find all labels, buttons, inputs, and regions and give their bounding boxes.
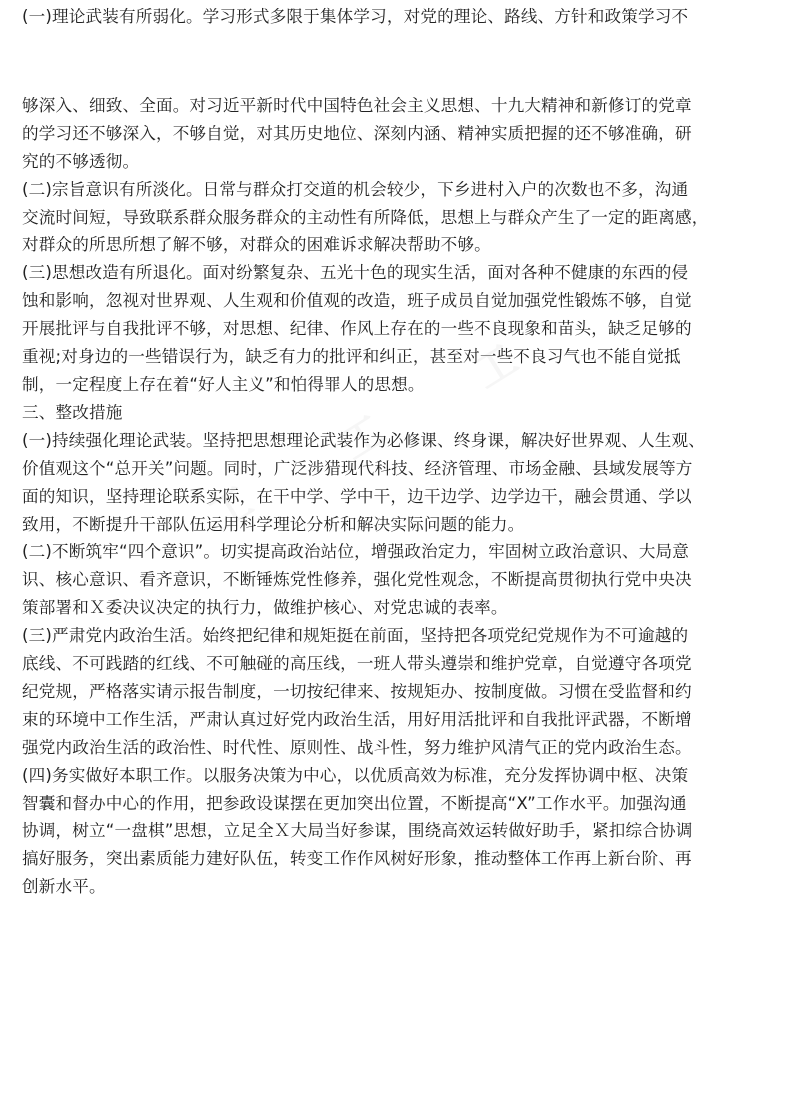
paragraph-line: 对群众的所思所想了解不够，对群众的困难诉求解决帮助不够。 <box>22 235 491 255</box>
issue-section <box>22 3 782 399</box>
measures-section <box>22 399 782 901</box>
paragraph-line: 策部署和Ｘ委决议决定的执行力，做维护核心、对党忠诚的表率。 <box>22 598 508 618</box>
paragraph-line: 价值观这个“总开关”问题。同时，广泛涉猎现代科技、经济管理、市场金融、县域发展等方 <box>22 458 693 478</box>
paragraph-line: 致用，不断提升干部队伍运用科学理论分析和解决实际问题的能力。 <box>22 514 525 534</box>
paragraph-line: 蚀和影响，忽视对世界观、人生观和价值观的改造，班子成员自觉加强党性锻炼不够，自觉 <box>22 291 692 311</box>
cropped-top-text <box>25 0 85 1</box>
watermark: 工 工 工 <box>199 334 527 541</box>
paragraph-line: (二)不断筑牢“四个意识”。切实提高政治站位，增强政治定力，牢固树立政治意识、大局意 <box>22 542 690 562</box>
paragraph-line: 究的不够透彻。 <box>22 151 140 171</box>
paragraph-line: 协调，树立“一盘棋”思想，立足全Ｘ大局当好参谋，围绕高效运转做好助手，紧扣综合协调 <box>22 821 693 841</box>
paragraph-line: (一)持续强化理论武装。坚持把思想理论武装作为必修课、终身课，解决好世界观、人生观、 <box>22 430 705 450</box>
paragraph-line: 的学习还不够深入，不够自觉，对其历史地位、深刻内涵、精神实质把握的还不够准确，研 <box>22 123 692 143</box>
document-body <box>22 3 782 901</box>
paragraph-line: (三)思想改造有所退化。面对纷繁复杂、五光十色的现实生活，面对各种不健康的东西的侵 <box>22 263 689 283</box>
paragraph-line: (四)务实做好本职工作。以服务决策为中心，以优质高效为标准，充分发挥协调中枢、决策 <box>22 765 689 785</box>
paragraph-line: 搞好服务，突出素质能力建好队伍，转变工作作风树好形象，推动整体工作再上新台阶、再 <box>22 849 692 869</box>
paragraph-line: 识、核心意识、看齐意识，不断锤炼党性修养，强化党性观念，不断提高贯彻执行党中央决 <box>22 570 692 590</box>
paragraph-line: (一)理论武装有所弱化。学习形式多限于集体学习，对党的理论、路线、方针和政策学习不 <box>22 7 689 26</box>
paragraph-line: 交流时间短，导致联系群众服务群众的主动性有所降低，思想上与群众产生了一定的距离感， <box>22 207 709 227</box>
paragraph-line: 底线、不可践踏的红线、不可触碰的高压线，一班人带头遵崇和维护党章，自觉遵守各项党 <box>22 654 692 674</box>
section-heading: 三、整改措施 <box>22 402 123 422</box>
paragraph-line: 强党内政治生活的政治性、时代性、原则性、战斗性，努力维护风清气正的党内政治生态。 <box>22 737 692 757</box>
paragraph-line: 重视;对身边的一些错误行为，缺乏有力的批评和纠正，甚至对一些不良习气也不能自觉抵 <box>22 347 681 367</box>
paragraph-line: 纪党规，严格落实请示报告制度，一切按纪律来、按规矩办、按制度做。习惯在受监督和约 <box>22 681 692 701</box>
paragraph-line: 开展批评与自我批评不够，对思想、纪律、作风上存在的一些不良现象和苗头，缺乏足够的 <box>22 319 692 339</box>
paragraph-line: (三)严肃党内政治生活。始终把纪律和规矩挺在前面，坚持把各项党纪党规作为不可逾越的 <box>22 626 689 646</box>
paragraph-line: 束的环境中工作生活，严肃认真过好党内政治生活，用好用活批评和自我批评武器，不断增 <box>22 709 692 729</box>
paragraph-line: 智囊和督办中心的作用，把参政设谋摆在更加突出位置，不断提高“X”工作水平。加强沟通 <box>22 793 687 813</box>
paragraph-line: 面的知识，坚持理论联系实际，在干中学、学中干，边干边学、边学边干，融会贯通、学以 <box>22 486 692 506</box>
paragraph-line: (二)宗旨意识有所淡化。日常与群众打交道的机会较少，下乡进村入户的次数也不多，沟通 <box>22 179 689 199</box>
paragraph-line: 制，一定程度上存在着“好人主义”和怕得罪人的思想。 <box>22 374 425 394</box>
paragraph-line: 够深入、细致、全面。对习近平新时代中国特色社会主义思想、十九大精神和新修订的党章 <box>22 95 692 115</box>
paragraph-line: 创新水平。 <box>22 877 106 897</box>
